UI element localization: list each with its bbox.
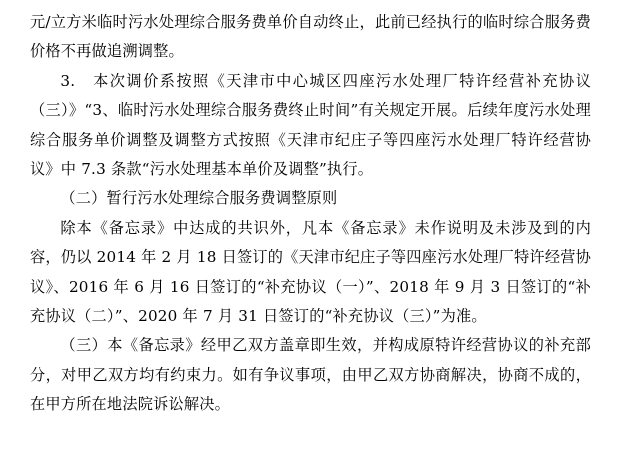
paragraph-item-3: 3. 本次调价系按照《天津市中心城区四座污水处理厂特许经营补充协议（三）》“3、临时污水处理综合服务费终止时间”有关规定开展。后续年度污水处理综合服务单价调整及调整方式按照《天津市纪庄子等四座污水处理厂特许经营协议》中 7.3 条款“污水处理基本单价及调整”执行。 — [30, 71, 591, 179]
paragraph-body-1: 除本《备忘录》中达成的共识外，凡本《备忘录》未作说明及未涉及到的内容，仍以 2014 年 2 月 18 日签订的《天津市纪庄子等四座污水处理厂特许经营协议》、2016 年 6 月 16 日签订的“补充协议（一）”、2018 年 9 月 3 日签订的“补充协议（二）”、2020 年 7 月 31 日签订的“补充协议（三）”为准。 — [30, 218, 591, 326]
paragraph-section-2-heading: （二）暂行污水处理综合服务费调整原则 — [60, 189, 338, 208]
paragraph-section-3: （三）本《备忘录》经甲乙双方盖章即生效，并构成原特许经营协议的补充部分，对甲乙双方均有约束力。如有争议事项，由甲乙双方协商解决，协商不成的，在甲方所在地法院诉讼解决。 — [30, 336, 591, 414]
paragraph-continued: 元/立方米临时污水处理综合服务费单价自动终止，此前已经执行的临时综合服务费价格不再做追溯调整。 — [30, 13, 591, 61]
